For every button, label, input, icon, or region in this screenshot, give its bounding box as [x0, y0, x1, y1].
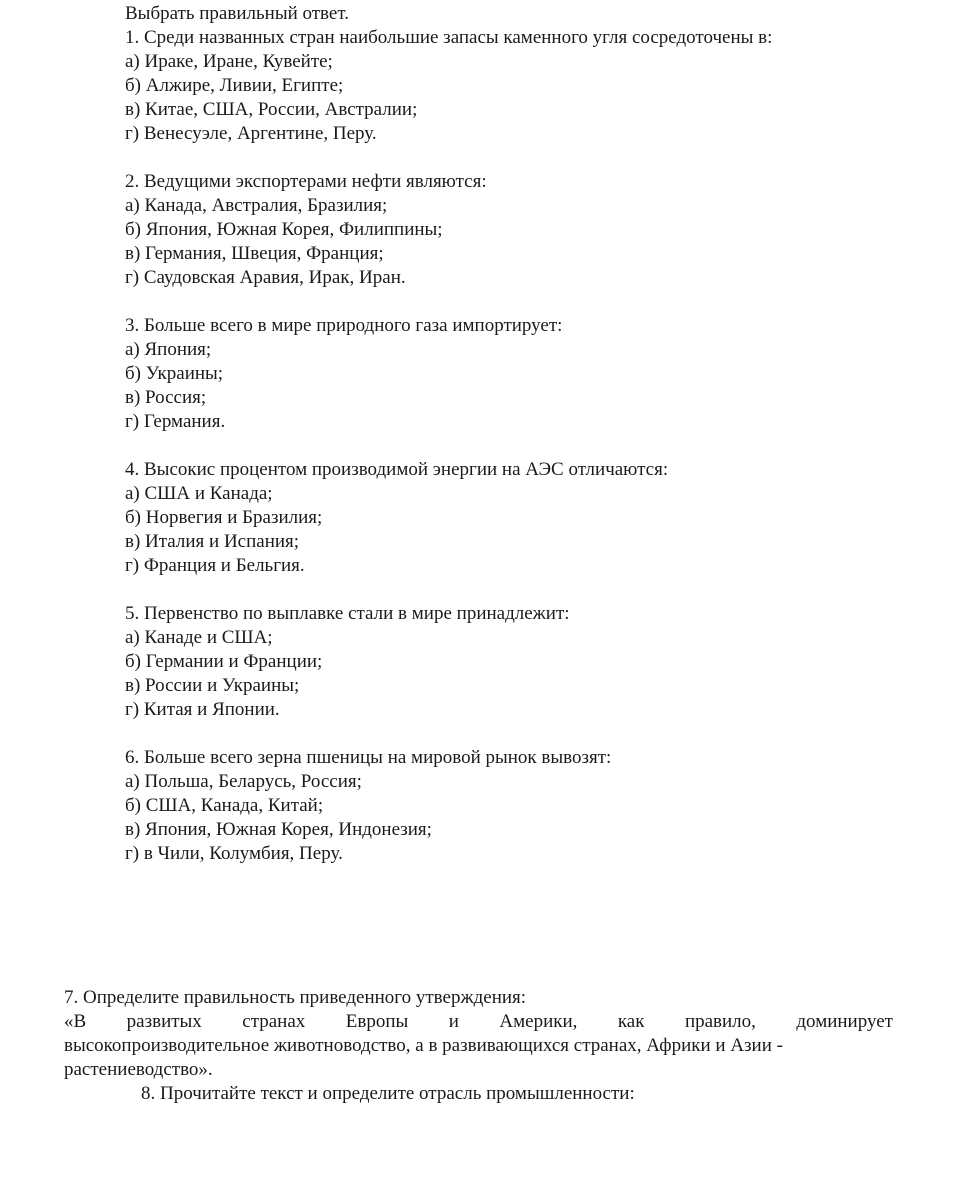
- answer-option: а) Канада, Австралия, Бразилия;: [125, 195, 388, 216]
- answer-option: б) Алжире, Ливии, Египте;: [125, 75, 344, 96]
- statement-word: развитых: [126, 1011, 202, 1032]
- answer-option: б) Норвегия и Бразилия;: [125, 507, 323, 528]
- question-8-text: 8. Прочитайте текст и определите отрасль промышленности:: [141, 1083, 635, 1104]
- answer-option: в) Германия, Швеция, Франция;: [125, 243, 384, 264]
- question-text: 6. Больше всего зерна пшеницы на мировой рынок вывозят:: [125, 747, 612, 768]
- answer-option: г) в Чили, Колумбия, Перу.: [125, 843, 343, 864]
- instruction-text: Выбрать правильный ответ.: [125, 3, 349, 24]
- statement-word: доминирует: [796, 1011, 893, 1032]
- statement-line-3: растениеводство».: [64, 1059, 213, 1080]
- answer-option: б) США, Канада, Китай;: [125, 795, 324, 816]
- statement-word: странах: [242, 1011, 306, 1032]
- answer-option: г) Саудовская Аравия, Ирак, Иран.: [125, 267, 406, 288]
- answer-option: а) США и Канада;: [125, 483, 273, 504]
- question-6: [125, 746, 611, 866]
- question-text: 7. Определите правильность приведенного утверждения:: [64, 987, 527, 1008]
- question-text: 3. Больше всего в мире природного газа импортирует:: [125, 315, 563, 336]
- answer-option: а) Канаде и США;: [125, 627, 273, 648]
- question-text: 1. Среди названных стран наибольшие запасы каменного угля сосредоточены в:: [125, 27, 773, 48]
- question-3: [125, 314, 562, 434]
- statement-word: «В: [64, 1011, 87, 1032]
- answer-option: в) России и Украины;: [125, 675, 300, 696]
- statement-word: Европы: [345, 1011, 409, 1032]
- answer-option: б) Германии и Франции;: [125, 651, 323, 672]
- answer-option: г) Китая и Японии.: [125, 699, 280, 720]
- question-text: 2. Ведущими экспортерами нефти являются:: [125, 171, 487, 192]
- statement-word: и: [448, 1011, 459, 1032]
- answer-option: а) Ираке, Иране, Кувейте;: [125, 51, 333, 72]
- answer-option: в) Россия;: [125, 387, 207, 408]
- question-1: [125, 26, 772, 146]
- answer-option: б) Украины;: [125, 363, 224, 384]
- statement-word: как: [617, 1011, 645, 1032]
- statement-word: правило,: [684, 1011, 756, 1032]
- question-text: 5. Первенство по выплавке стали в мире принадлежит:: [125, 603, 570, 624]
- answer-option: г) Франция и Бельгия.: [125, 555, 305, 576]
- statement-word: Америки,: [499, 1011, 578, 1032]
- answer-option: б) Япония, Южная Корея, Филиппины;: [125, 219, 443, 240]
- answer-option: г) Венесуэле, Аргентине, Перу.: [125, 123, 377, 144]
- question-7: [64, 986, 893, 1082]
- question-text: 4. Высокис процентом производимой энергии на АЭС отличаются:: [125, 459, 669, 480]
- answer-option: г) Германия.: [125, 411, 226, 432]
- question-2: [125, 170, 487, 290]
- question-5: [125, 602, 570, 722]
- answer-option: в) Япония, Южная Корея, Индонезия;: [125, 819, 432, 840]
- statement-line-1: [64, 1010, 893, 1034]
- statement-line-2: высокопроизводительное животноводство, а в развивающихся странах, Африки и Азии -: [64, 1035, 783, 1056]
- answer-option: а) Япония;: [125, 339, 212, 360]
- question-4: [125, 458, 668, 578]
- answer-option: а) Польша, Беларусь, Россия;: [125, 771, 362, 792]
- answer-option: в) Италия и Испания;: [125, 531, 300, 552]
- answer-option: в) Китае, США, России, Австралии;: [125, 99, 418, 120]
